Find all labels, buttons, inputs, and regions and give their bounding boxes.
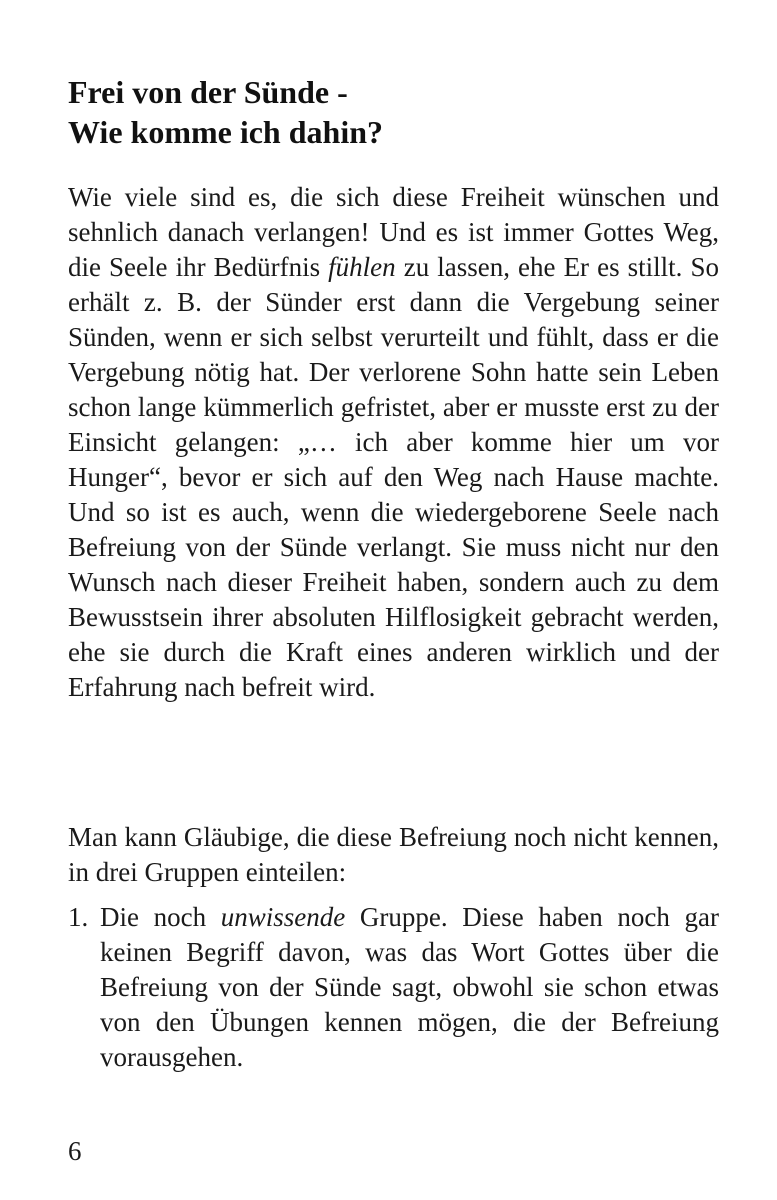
paragraph-1-text-a: Wie viele sind es, die sich diese Freiheit wünschen und sehnlich danach verlangen! Und es ist immer Gottes Weg, die Seele ihr Bedürfnis <box>68 182 719 282</box>
list-item-number: 1. <box>68 902 89 932</box>
paragraph-1-text-b: zu lassen, ehe Er es stillt. So erhält z. B. der Sünder erst dann die Vergebung seiner Sünden, wenn er sich selbst verurteilt und fühlt, dass er die Vergebung nötig hat. Der verlorene Sohn hatte sein Leben schon lange kümmerlich gefristet, aber er musste erst zu der Einsicht gelangen: „… ich aber komme hier um vor Hunger“, bevor er sich auf den Weg nach Hause machte. Und so ist es auch, wenn die wiedergeborene Seele nach Befreiung von der Sünde verlangt. Sie muss nicht nur den Wunsch nach dieser Freiheit haben, sondern auch zu dem Bewusstsein ihrer absoluten Hilflosigkeit gebracht werden, ehe sie durch die Kraft eines anderen wirklich und der Erfahrung nach befreit wird. <box>68 252 719 702</box>
paragraph-1 <box>68 180 719 705</box>
paragraph-1-emphasis: fühlen <box>328 252 396 282</box>
page-number: 6 <box>68 1136 82 1166</box>
list-item-text-b: Gruppe. Diese haben noch gar keinen Begriff davon, was das Wort Gottes über die Befreiung von der Sünde sagt, obwohl sie schon etwas von den Übungen kennen mögen, die der Befreiung vorausgehen. <box>100 902 719 1072</box>
list-item-emphasis: unwissende <box>220 902 346 932</box>
list-item-text-a: Die noch <box>100 902 221 932</box>
chapter-heading <box>68 72 383 152</box>
list-item <box>68 900 719 1075</box>
heading-line-2: Wie komme ich dahin? <box>68 114 383 150</box>
heading-line-1: Frei von der Sünde - <box>68 74 348 110</box>
paragraph-2: Man kann Gläubige, die diese Befreiung noch nicht kennen, in drei Gruppen einteilen: <box>68 822 719 887</box>
numbered-list <box>68 900 719 1075</box>
